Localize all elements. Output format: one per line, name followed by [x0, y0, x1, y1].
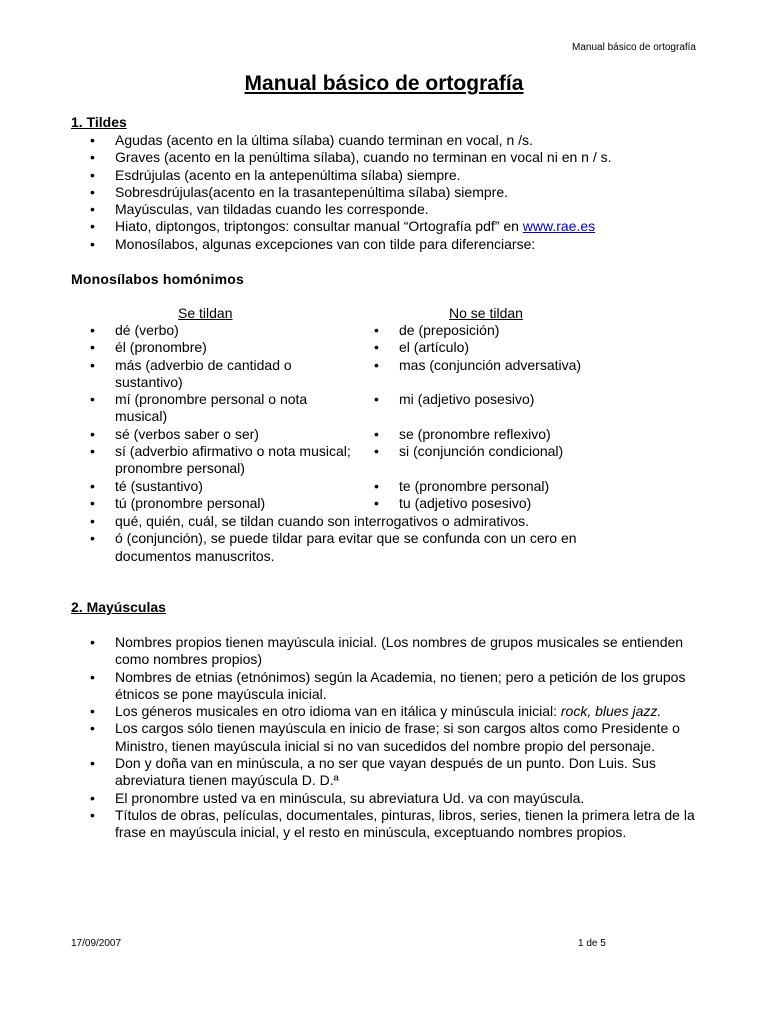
list-item: • Graves (acento en la penúltima sílaba), cuando no terminan en vocal ni en n / s. — [90, 149, 710, 166]
list-item: • se (pronombre reflexivo) — [374, 426, 674, 443]
list-item: • tú (pronombre personal) — [90, 495, 355, 512]
list-item: • Nombres propios tienen mayúscula inicial. (Los nombres de grupos musicales se entienden como nombres propios) — [90, 634, 705, 669]
list-item — [90, 703, 705, 720]
running-header: Manual básico de ortografía — [572, 42, 696, 53]
list-item: • mí (pronombre personal o nota musical) — [90, 391, 355, 426]
list-item: • el (artículo) — [374, 339, 674, 356]
list-item: • Monosílabos, algunas excepciones van con tilde para diferenciarse: — [90, 236, 710, 253]
list-item: • Nombres de etnias (etnónimos) según la Academia, no tienen; pero a petición de los grupos étnicos se pone mayúscula inicial. — [90, 669, 705, 704]
tildes-list — [90, 132, 710, 253]
list-item: • Mayúsculas, van tildadas cuando les corresponde. — [90, 201, 710, 218]
list-item: • te (pronombre personal) — [374, 478, 674, 495]
list-item: • si (conjunción condicional) — [374, 443, 674, 460]
mayusculas-list — [90, 634, 705, 842]
column-header-se-tildan: Se tildan — [178, 305, 233, 321]
column-header-no-se-tildan: No se tildan — [449, 305, 523, 321]
generos-italic: rock, blues jazz. — [560, 703, 662, 720]
monosilabos-extra-list — [90, 513, 635, 565]
list-item: • ó (conjunción), se puede tildar para evitar que se confunda con un cero en documentos manuscritos. — [90, 530, 635, 565]
list-item: • sé (verbos saber o ser) — [90, 426, 355, 443]
list-item: • El pronombre usted va en minúscula, su abreviatura Ud. va con mayúscula. — [90, 790, 705, 807]
generos-text: Los géneros musicales en otro idioma van en itálica y minúscula inicial: — [115, 703, 561, 720]
list-item: • Sobresdrújulas(acento en la trasantepenúltima sílaba) siempre. — [90, 184, 710, 201]
list-item: • sí (adverbio afirmativo o nota musical; pronombre personal) — [90, 443, 355, 478]
list-item: • más (adverbio de cantidad o sustantivo) — [90, 357, 355, 392]
section-heading-mayusculas: 2. Mayúsculas — [71, 599, 166, 615]
list-item: • dé (verbo) — [90, 322, 355, 339]
page-title: Manual básico de ortografía — [244, 72, 524, 95]
section-heading-tildes: 1. Tildes — [71, 114, 127, 130]
se-tildan-list — [90, 322, 355, 512]
list-item: • tu (adjetivo posesivo) — [374, 495, 674, 512]
list-item: • Los cargos sólo tienen mayúscula en inicio de frase; si son cargos altos como Presidente o Ministro, tienen mayúscula inicial si no van sucedidos del nombre propio del personaje. — [90, 720, 705, 755]
list-item: • Agudas (acento en la última sílaba) cuando terminan en vocal, n /s. — [90, 132, 710, 149]
list-item: • mas (conjunción adversativa) — [374, 357, 674, 374]
footer-date: 17/09/2007 — [71, 938, 122, 949]
list-item: • Esdrújulas (acento en la antepenúltima sílaba) siempre. — [90, 167, 710, 184]
list-item: • Títulos de obras, películas, documentales, pinturas, libros, series, tienen la primera letra de la frase en mayúscula inicial, y el resto en minúscula, exceptuando nombres propios. — [90, 807, 705, 842]
list-item: • Don y doña van en minúscula, a no ser que vayan después de un punto. Don Luis. Sus abreviatura tienen mayúscula D. D.ª — [90, 755, 705, 790]
subheading-monosilabos: Monosílabos homónimos — [71, 271, 244, 287]
list-item: • de (preposición) — [374, 322, 674, 339]
no-se-tildan-list — [374, 322, 674, 512]
list-item: • mi (adjetivo posesivo) — [374, 391, 674, 408]
list-item — [90, 218, 710, 235]
footer-page-number: 1 de 5 — [578, 938, 606, 949]
list-item: • él (pronombre) — [90, 339, 355, 356]
hiato-text: Hiato, diptongos, triptongos: consultar manual “Ortografía pdf” en — [115, 218, 523, 235]
rae-link[interactable]: www.rae.es — [522, 218, 596, 235]
list-item: • té (sustantivo) — [90, 478, 355, 495]
list-item: • qué, quién, cuál, se tildan cuando son interrogativos o admirativos. — [90, 513, 635, 530]
